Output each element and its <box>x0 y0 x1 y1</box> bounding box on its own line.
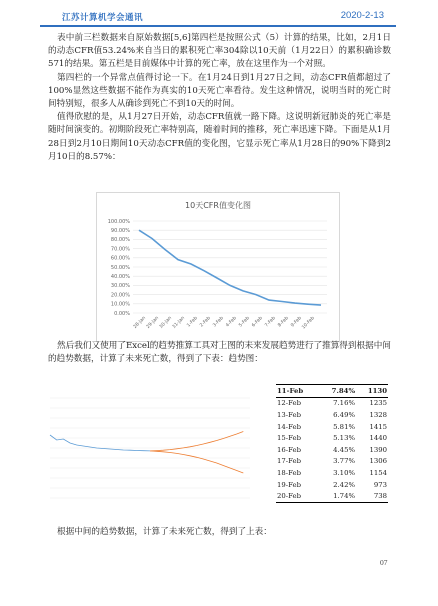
table-cell-rate: 5.13% <box>333 434 355 443</box>
table-row <box>276 421 388 433</box>
table-cell-deaths: 1235 <box>369 399 387 408</box>
table-cell-deaths: 1154 <box>369 468 387 477</box>
y-tick-label: 30.00% <box>110 283 130 290</box>
table-row <box>276 467 388 479</box>
trend-chart-svg <box>36 390 254 504</box>
table-cell-date: 13-Feb <box>277 410 301 419</box>
table-cell-rate: 7.16% <box>333 399 355 408</box>
paragraph-2: 第四栏的一个异常点值得讨论一下。在1月24日到1月27日之间，动态CFR值都超过了100%显然这些数据不能作为真实的10天死亡率看待。发生这种情况，说明当时的死亡时间特别短，很多人从确诊到死亡不到10天的时间。 <box>48 72 391 110</box>
table-cell-date: 18-Feb <box>277 468 301 477</box>
y-tick-label: 80.00% <box>110 237 130 244</box>
x-tick-label: 8-Feb <box>277 315 290 329</box>
x-tick-label: 29-Jan <box>145 315 160 330</box>
cfr-series-line <box>139 230 321 305</box>
table-cell-deaths: 1390 <box>369 445 387 454</box>
table-cell-date: 14-Feb <box>277 422 301 431</box>
paragraph-3: 值得欣慰的是，从1月27日开始，动态CFR值就一路下降。这说明新冠肺炎的死亡率是随时间演变的。初期阶段死亡率特别高，随着时间的推移，死亡率迅速下降。下面是从1月28日到2月10日期间10天动态CFR值的变化图，它显示死亡率从1月28日的90%下降到2月10日的8.57%： <box>48 112 391 162</box>
x-tick-label: 5-Feb <box>238 315 251 329</box>
x-tick-label: 1-Feb <box>186 315 199 329</box>
table-cell-deaths: 973 <box>373 480 387 489</box>
table-cell-rate: 3.10% <box>333 468 355 477</box>
table-cell-deaths: 738 <box>356 490 388 502</box>
table-cell-deaths: 1130 <box>356 385 388 398</box>
body-section-top <box>48 32 391 164</box>
y-tick-label: 100.00% <box>107 218 130 225</box>
body-section-bottom <box>48 526 391 539</box>
table-cell-date: 19-Feb <box>277 480 301 489</box>
table-row <box>276 432 388 444</box>
x-tick-label: 4-Feb <box>225 315 238 329</box>
table-cell-date: 20-Feb <box>276 490 318 502</box>
page-number: 07 <box>380 558 388 567</box>
x-tick-label: 30-Jan <box>158 315 173 330</box>
table-cell-date: 16-Feb <box>277 445 301 454</box>
table-row <box>276 444 388 456</box>
table-cell-rate: 4.45% <box>333 445 355 454</box>
table-cell-deaths: 1328 <box>369 410 387 419</box>
y-tick-label: 40.00% <box>110 274 130 280</box>
page-header <box>40 9 396 27</box>
cfr-chart-svg <box>97 193 339 341</box>
table-cell-rate: 1.74% <box>318 490 356 502</box>
trend-chart <box>36 390 254 504</box>
x-tick-label: 10-Feb <box>301 315 316 331</box>
y-tick-label: 10.00% <box>110 301 130 308</box>
y-tick-label: 20.00% <box>110 292 130 299</box>
y-tick-label: 0.00% <box>114 310 130 317</box>
cfr-chart <box>96 192 340 342</box>
journal-title: 江苏计算机学会通讯 <box>62 13 144 23</box>
x-tick-label: 6-Feb <box>251 315 264 329</box>
table-row <box>276 456 388 468</box>
table-row <box>276 397 388 409</box>
table-cell-deaths: 1415 <box>369 422 387 431</box>
y-tick-label: 90.00% <box>110 228 130 234</box>
table-cell-date: 15-Feb <box>277 434 301 443</box>
trend-lower-bound-line <box>150 451 243 473</box>
paragraph-1: 表中前三栏数据来自原始数据[5,6]第四栏是按照公式（5）计算的结果，比如，2月1日的动态CFR值53.24%来自当日的累积死亡率304除以10天前（1月22日）的累积确诊数571的结果。第五栏是目前媒体中计算的死亡率，放在这里作为一个对照。 <box>48 33 391 70</box>
y-tick-label: 50.00% <box>110 264 130 271</box>
chart-title: 10天CFR值变化图 <box>185 201 251 210</box>
table-row <box>276 490 388 502</box>
table-cell-date: 12-Feb <box>277 399 301 408</box>
table-cell-date: 11-Feb <box>276 385 318 398</box>
table-cell-rate: 6.49% <box>333 410 355 419</box>
table-row <box>276 479 388 491</box>
x-tick-label: 31-Jan <box>171 315 186 330</box>
header-rule <box>40 25 396 27</box>
table-cell-deaths: 1306 <box>369 457 387 466</box>
issue-date: 2020-2-13 <box>340 10 384 21</box>
x-tick-label: 7-Feb <box>264 315 277 329</box>
table-cell-rate: 3.77% <box>333 457 355 466</box>
body-section-mid <box>48 340 391 366</box>
table-cell-rate: 2.42% <box>333 480 355 489</box>
x-tick-label: 28-Jan <box>132 315 147 330</box>
table-row <box>276 385 388 398</box>
forecast-table <box>276 384 388 503</box>
paragraph-5: 根据中间的趋势数据，计算了未来死亡数，得到了上表： <box>57 527 272 537</box>
trend-actual-line <box>50 435 150 451</box>
table-cell-rate: 7.84% <box>318 385 356 398</box>
x-tick-label: 2-Feb <box>199 315 212 329</box>
table-cell-date: 17-Feb <box>277 457 301 466</box>
y-tick-label: 60.00% <box>110 255 130 262</box>
paragraph-4: 然后我们又使用了Excel的趋势推算工具对上图的未来发展趋势进行了推算得到根据中间的趋势数据，计算了未来死亡数，得到了下表：趋势图： <box>48 341 391 365</box>
table-row <box>276 409 388 421</box>
table-cell-rate: 5.81% <box>333 422 355 431</box>
table-cell-deaths: 1440 <box>369 434 387 443</box>
x-tick-label: 9-Feb <box>290 315 303 329</box>
y-tick-label: 70.00% <box>110 246 130 253</box>
x-tick-label: 3-Feb <box>212 315 225 329</box>
